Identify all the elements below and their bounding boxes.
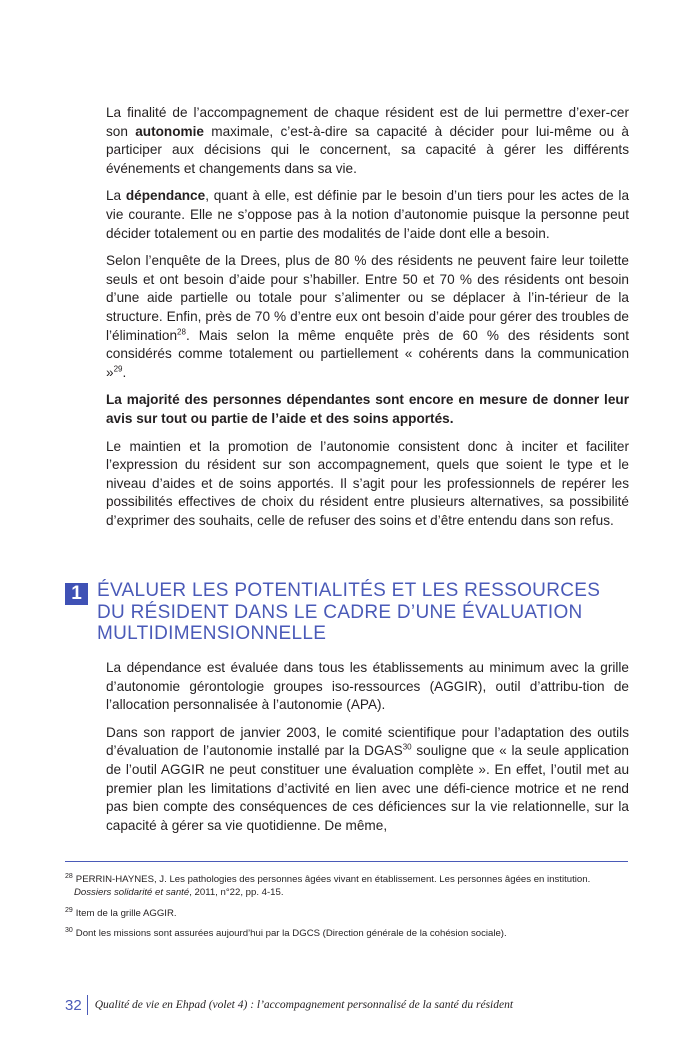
page-number: 32: [65, 996, 82, 1014]
page-footer: [65, 994, 513, 1016]
paragraph-maintenance: Le maintien et la promotion de l’autonomie consistent donc à inciter et faciliter l’expression du résident sur son accompagnement, quels que soient le type et le niveau d’aides et de soins apportés. Il s’agit pour les professionnels de repérer les possibilités effectives de choix du résident entre plusieurs alternatives, sa possibilité d’exprimer des souhaits, celle de refuser des soins et d’être entendu dans son refus.: [106, 438, 629, 528]
footnote-28: $^{28}$ PERRIN-HAYNES, J. Les pathologies des personnes âgées vivant en établissement. Les personnes âgées en institution. Dossiers solidarité et santé, 2011, n°22, pp. 4-15.: [65, 872, 591, 899]
footnote-30: $^{30}$ Dont les missions sont assurées aujourd’hui par la DGCS (Direction générale de la cohésion sociale).: [65, 927, 507, 940]
paragraph-dependency: La dépendance, quant à elle, est définie par le besoin d’un tiers pour les actes de la vie courante. Elle ne s’oppose pas à la notion d’autonomie puisque la personne peut décider totalement ou en partie des modalités de l’aide dont elle a besoin.: [106, 188, 630, 241]
body-top: [106, 104, 629, 539]
section-title: [97, 580, 637, 645]
footnote-ref-30: 30: [402, 742, 412, 752]
term-dependance: dépendance: [125, 188, 206, 204]
paragraph-aggir: La dépendance est évaluée dans tous les établissements au minimum avec la grille d’autonomie gérontologie groupes iso-ressources (AGGIR), outil d’attribu-tion de l’allocation personnalisée à l’autonomie (APA).: [106, 660, 629, 713]
footnote-29: $^{29}$ Item de la grille AGGIR.: [65, 906, 177, 919]
paragraph-autonomy: La finalité de l’accompagnement de chaque résident est de lui permettre d’exer-cer son autonomie maximale, c’est-à-dire sa capacité à décider pour lui-même ou à participer aux décisions qui le concernent, sa capacité à gérer les différents événements et changements dans sa vie.: [106, 105, 629, 176]
footnote-divider: [65, 861, 628, 862]
footer-divider: [87, 995, 88, 1015]
footnotes: [65, 873, 630, 948]
section-title-line: ÉVALUER LES POTENTIALITÉS ET LES RESSOURCES: [97, 580, 601, 601]
footnote-ref-29: 29: [113, 364, 123, 374]
section-number-badge: 1: [65, 583, 88, 605]
paragraph-drees: Selon l’enquête de la Drees, plus de 80 % des résidents ne peuvent faire leur toilette seuls et ont besoin d’aide pour s’habiller. Entre 50 et 70 % des résidents ont besoin d’une aide partielle ou totale pour s’alimenter ou se déplacer à l’in-térieur de la structure. Enfin, près de 70 % d’entre eux ont besoin d’aide pour gérer des troubles de l’élimination$^{28}$. Mais selon la même enquête près de 60 % des résidents sont considérés comme totalement ou partiellement « cohérents dans la communication »$^{29}$.: [106, 253, 629, 380]
section-title-line: MULTIDIMENSIONNELLE: [97, 623, 327, 644]
paragraph-dgas: Dans son rapport de janvier 2003, le comité scientifique pour l’adaptation des outils d’évaluation de l’autonomie installé par la DGAS$^{30}$ souligne que « la seule application de l’outil AGGIR ne peut constituer une évaluation complète ». En effet, l’outil met au premier plan les limitations d’activité en lien avec une défi-cience motrice et ne rend pas bien compte des conséquences de ces déficiences sur la vie relationnelle, sur la capacité à gérer sa vie quotidienne. De même,: [106, 724, 629, 833]
body-section: [106, 659, 629, 844]
section-title-line: DU RÉSIDENT DANS LE CADRE D’UNE ÉVALUATION: [97, 601, 583, 623]
term-autonomie: autonomie: [135, 123, 204, 139]
footnote-ref-28: 28: [177, 327, 186, 336]
paragraph-highlight: La majorité des personnes dépendantes sont encore en mesure de donner leur avis sur tout ou partie de l’aide et des soins apportés.: [106, 392, 629, 426]
running-title: Qualité de vie en Ehpad (volet 4) : l’accompagnement personnalisé de la santé du résident: [94, 999, 514, 1011]
